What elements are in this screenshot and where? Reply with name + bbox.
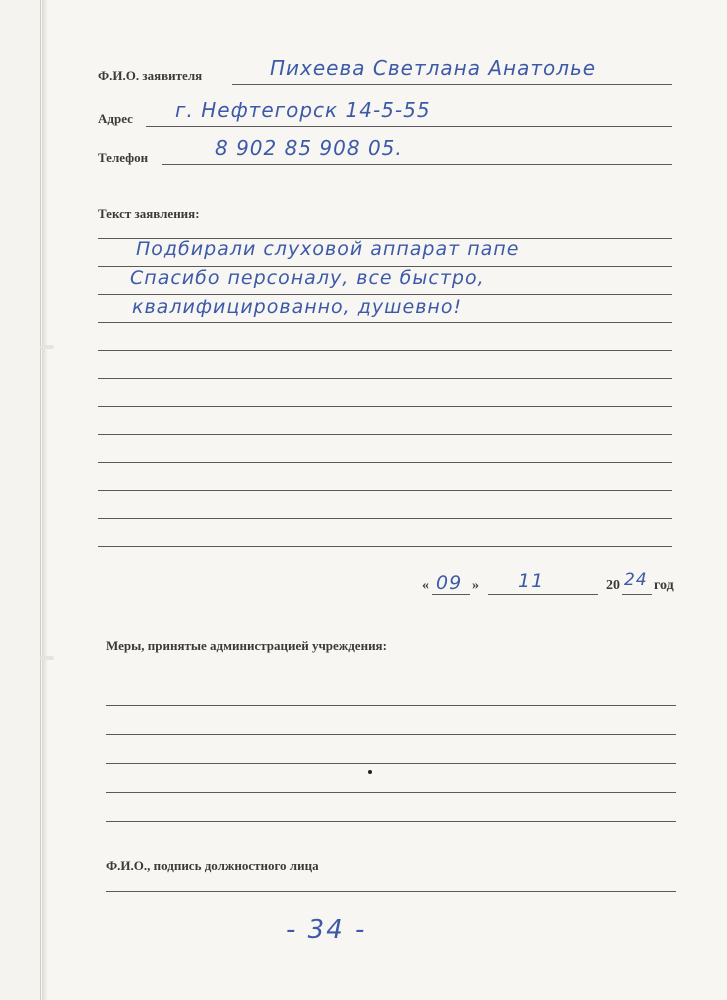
statement-line (98, 350, 672, 351)
binding-hole (40, 656, 54, 660)
address-label: Адрес (98, 111, 133, 126)
binding-hole (40, 345, 54, 349)
measures-line (106, 821, 676, 822)
official-label: Ф.И.О., подпись должностного лица (106, 858, 319, 873)
date-close-quote: » (472, 578, 479, 593)
date-day-line (432, 594, 470, 595)
date-year-prefix: 20 (606, 578, 620, 593)
statement-line (98, 378, 672, 379)
measures-line (106, 705, 676, 706)
statement-line (98, 462, 672, 463)
statement-line (98, 518, 672, 519)
statement-line (98, 434, 672, 435)
date-month: 11 (518, 570, 545, 592)
phone-label: Телефон (98, 150, 149, 165)
address-line (146, 126, 672, 127)
date-open-quote: « (422, 578, 429, 593)
statement-line (98, 406, 672, 407)
ink-speck (368, 770, 372, 774)
statement-label: Текст заявления: (98, 206, 200, 221)
statement-line (98, 294, 672, 295)
measures-label: Меры, принятые администрацией учреждения: (106, 638, 387, 653)
date-day: 09 (436, 572, 463, 594)
date-year-line (622, 594, 652, 595)
page-binding-edge (42, 0, 48, 1000)
statement-line (98, 322, 672, 323)
measures-line (106, 792, 676, 793)
statement-text-line: Подбирали слуховой аппарат папе (136, 238, 520, 260)
date-year-suffix: 24 (624, 570, 648, 590)
measures-line (106, 734, 676, 735)
statement-line (98, 546, 672, 547)
phone-value: 8 902 85 908 05. (215, 136, 403, 160)
page-number: - 34 - (286, 915, 367, 945)
statement-line (98, 490, 672, 491)
statement-text-line: квалифицированно, душевно! (132, 296, 463, 318)
fio-line (232, 84, 672, 85)
phone-line (162, 164, 672, 165)
official-line (106, 891, 676, 892)
fio-label: Ф.И.О. заявителя (98, 68, 203, 83)
statement-text-line: Спасибо персоналу, все быстро, (130, 267, 485, 289)
date-year-word: год (654, 578, 674, 593)
address-value: г. Нефтегорск 14-5-55 (175, 98, 431, 122)
date-month-line (488, 594, 598, 595)
measures-line (106, 763, 676, 764)
fio-value: Пихеева Светлана Анатолье (270, 56, 597, 80)
